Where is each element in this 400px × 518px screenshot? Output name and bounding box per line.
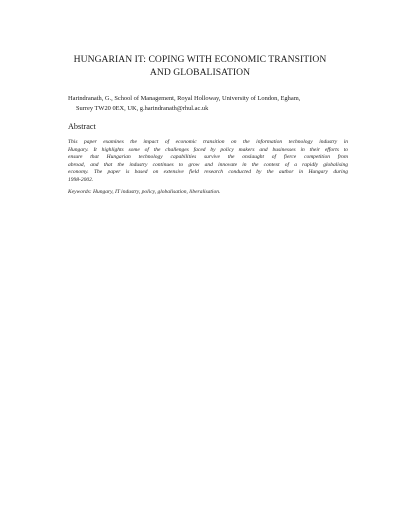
abstract-line: This paper examines the impact of economic transition on the information technology industry in — [68, 139, 348, 145]
abstract-text — [68, 139, 348, 185]
keywords: Keywords: Hungary, IT industry, policy, globalisation, liberalisation. — [68, 189, 221, 195]
abstract-line: abroad, and that the industry continues to grow and innovate in the context of a rapidly globalising — [68, 161, 348, 168]
abstract-line: Hungary. It highlights some of the challenges faced by policy makers and businesses in their efforts to — [68, 146, 348, 153]
author-line: Harindranath, G., School of Management, Royal Holloway, University of London, Egham, — [68, 95, 301, 102]
abstract-line: economy. The paper is based on extensive field research conducted by the author in Hungary during — [68, 169, 348, 176]
paper-title — [40, 53, 360, 79]
abstract-line: 1998-2002. — [68, 176, 94, 183]
author-affiliation — [68, 94, 358, 113]
abstract-heading: Abstract — [68, 122, 96, 131]
author-line: Surrey TW20 0EX, UK, g.harindranath@rhul.ac.uk — [76, 104, 209, 112]
title-line: AND GLOBALISATION — [149, 67, 251, 78]
abstract-line: ensure that Hungarian technology capabilities survive the onslaught of fierce competition from — [68, 154, 348, 161]
title-line: HUNGARIAN IT: COPING WITH ECONOMIC TRANSITION — [73, 54, 327, 65]
